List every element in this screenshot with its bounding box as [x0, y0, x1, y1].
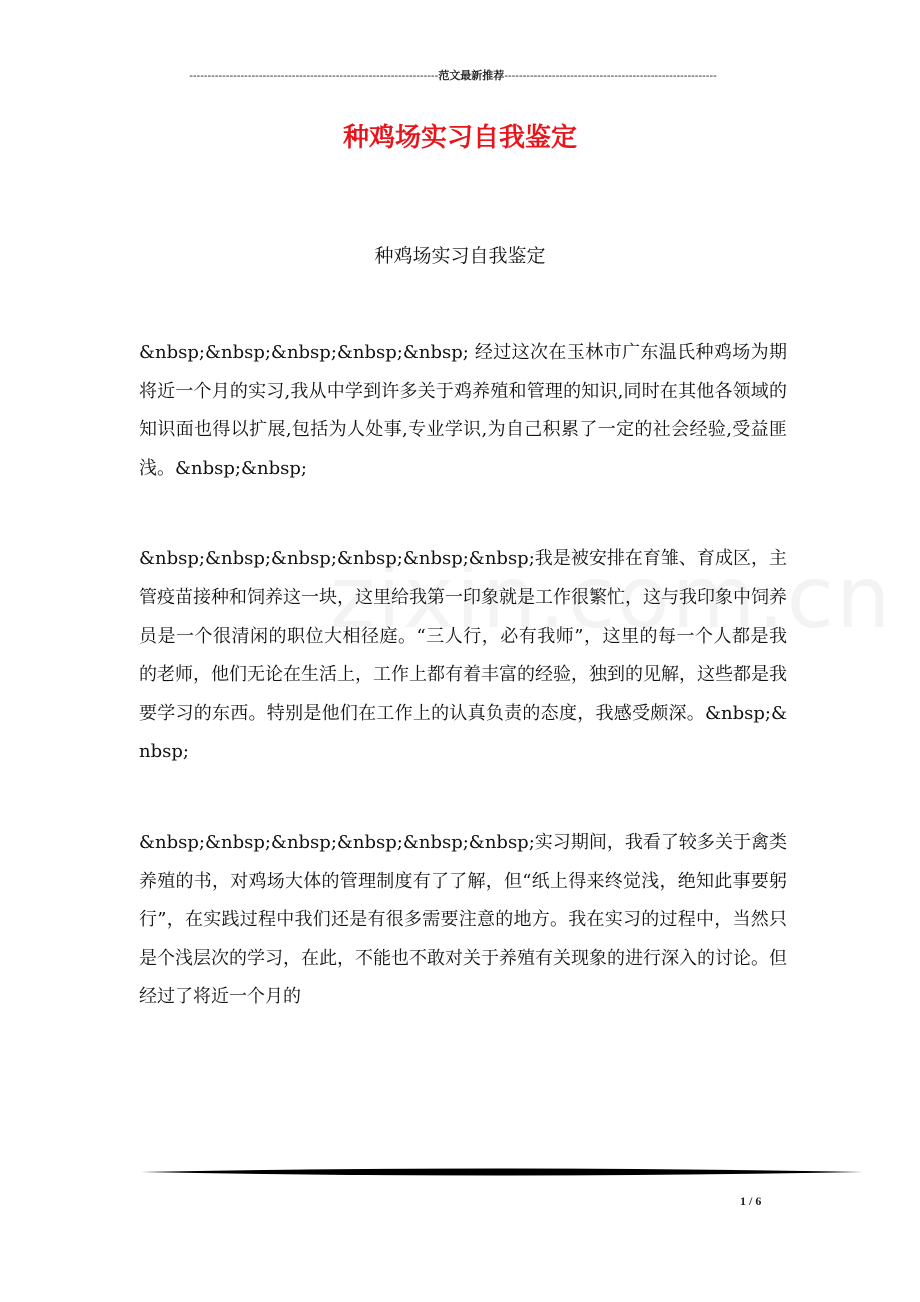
header-label: 范文最新推荐	[438, 70, 505, 82]
page-number: 1 / 6	[740, 1194, 762, 1208]
paragraph-1: &nbsp;&nbsp;&nbsp;&nbsp;&nbsp; 经过这次在玉林市广东温氏种鸡场为期将近一个月的实习,我从中学到许多关于鸡养殖和管理的知识,同时在其他各领域的知识面也得以扩展,包括为人处事,专业学识,为自己积累了一定的社会经验,受益匪浅。&nbsp;&nbsp;	[139, 342, 787, 479]
header-dashes-right: ----------------------------------------------------------	[504, 70, 717, 82]
paragraph-2: &nbsp;&nbsp;&nbsp;&nbsp;&nbsp;&nbsp;我是被安排在育雏、育成区，主管疫苗接种和饲养这一块，这里给我第一印象就是工作很繁忙，这与我印象中饲养员是一个很清闲的职位大相径庭。“三人行，必有我师”，这里的每一个人都是我的老师，他们无论在生活上，工作上都有着丰富的经验，独到的见解，这些都是我要学习的东西。特别是他们在工作上的认真负责的态度，我感受颇深。&nbsp;&nbsp;	[139, 548, 787, 763]
footer-divider	[141, 1166, 863, 1178]
document-title: 种鸡场实习自我鉴定	[342, 123, 577, 153]
header-dashes-left: --------------------------------------------------------------------	[189, 70, 439, 82]
document-body	[139, 334, 787, 1069]
page-header	[138, 68, 768, 84]
document-subtitle: 种鸡场实习自我鉴定	[374, 245, 546, 267]
paragraph-3: &nbsp;&nbsp;&nbsp;&nbsp;&nbsp;&nbsp;实习期间，我看了较多关于禽类养殖的书，对鸡场大体的管理制度有了了解，但“纸上得来终觉浅，绝知此事要躬行”，在实践过程中我们还是有很多需要注意的地方。我在实习的过程中，当然只是个浅层次的学习，在此，不能也不敢对关于养殖有关现象的进行深入的讨论。但经过了将近一个月的	[139, 831, 787, 1008]
